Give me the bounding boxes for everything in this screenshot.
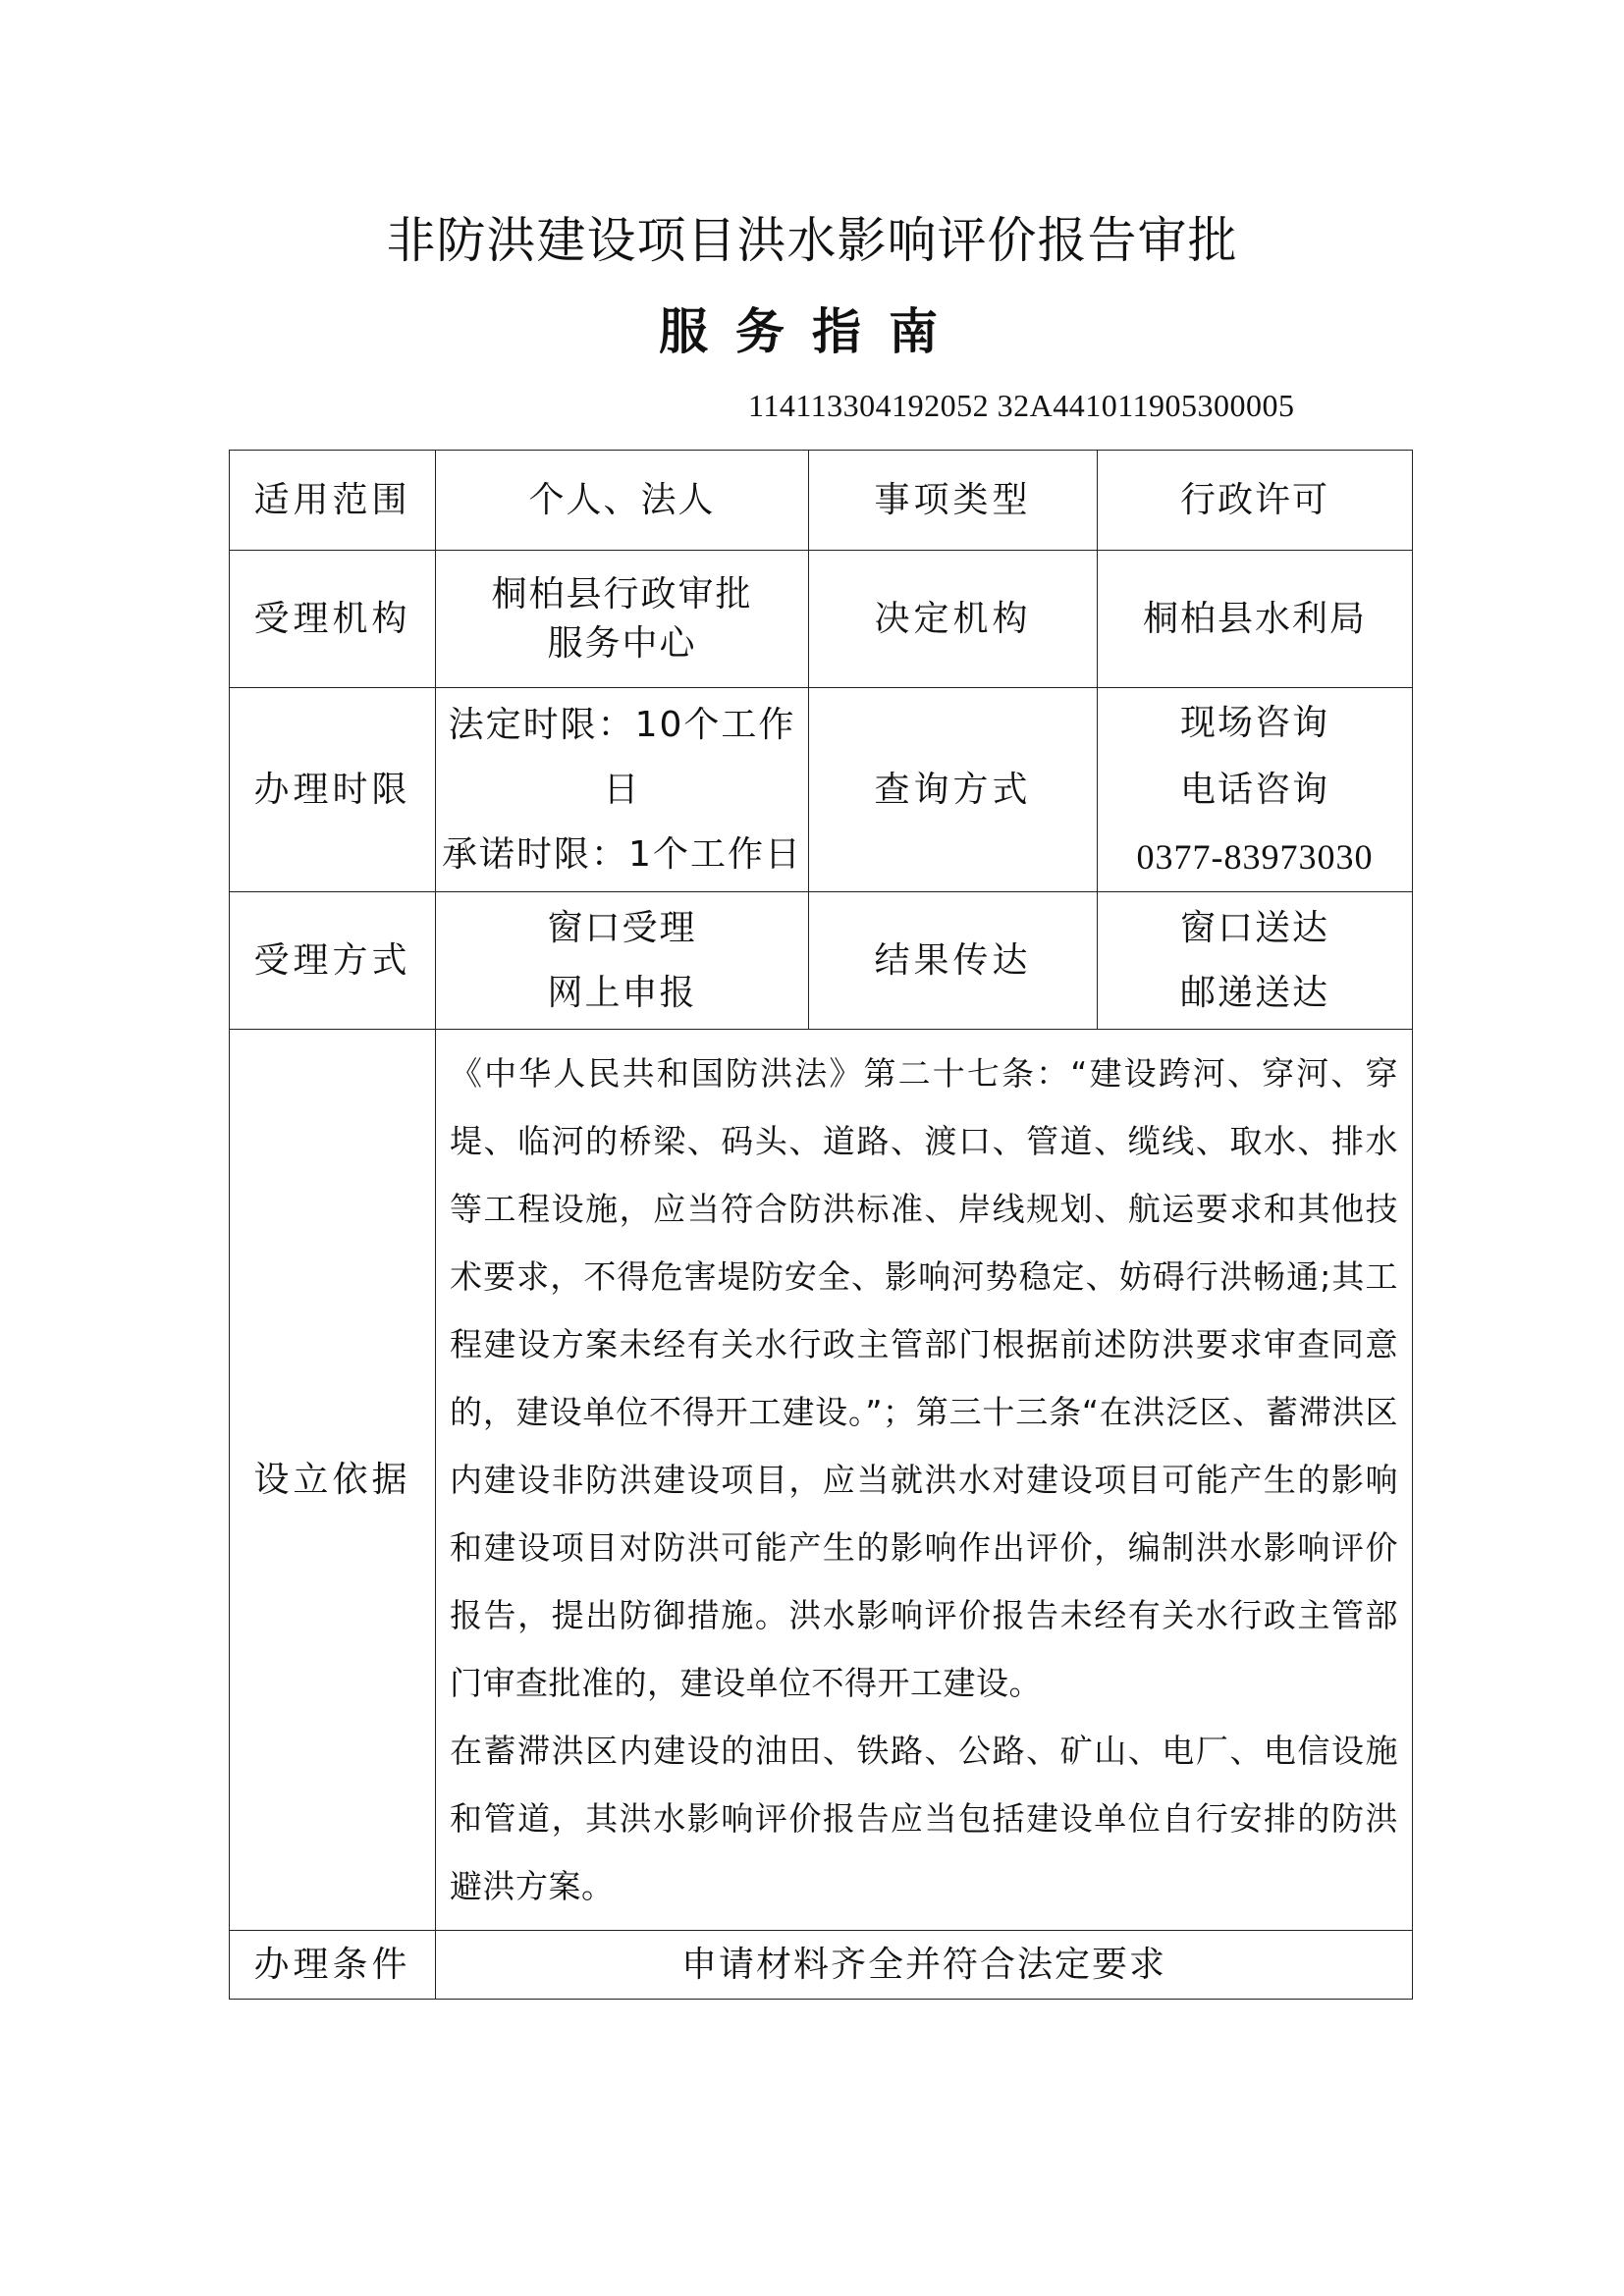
acceptance-online: 网上申报 [547,972,697,1013]
scope-label: 适用范围 [230,451,436,551]
inquiry-phone: 电话咨询 [1179,769,1329,810]
delivery-window: 窗口送达 [1179,907,1329,948]
acceptance-method-label: 受理方式 [230,892,436,1030]
deciding-agency-label: 决定机构 [809,551,1098,688]
scope-value: 个人、法人 [436,451,809,551]
table-row-agency [230,551,1413,688]
table-row-time-limit [230,688,1413,892]
result-delivery-value [1098,892,1413,1030]
conditions-value: 申请材料齐全并符合法定要求 [436,1931,1413,2000]
inquiry-onsite: 现场咨询 [1179,702,1329,743]
deciding-agency-value: 桐柏县水利局 [1098,551,1413,688]
accepting-agency-value [436,551,809,688]
item-type-label: 事项类型 [809,451,1098,551]
inquiry-method-value [1098,688,1413,892]
promised-time-limit: 承诺时限：1个工作日 [442,833,802,875]
table-row-conditions [230,1931,1413,2000]
item-type-value: 行政许可 [1098,451,1413,551]
time-limit-label: 办理时限 [230,688,436,892]
time-limit-value [436,688,809,892]
acceptance-window: 窗口受理 [547,907,697,948]
accepting-agency-line2: 服务中心 [547,622,697,664]
accepting-agency-line1: 桐柏县行政审批 [491,573,753,614]
inquiry-phone-number: 0377-83973030 [1136,836,1374,877]
item-code: 114113304192052 32A441011905300005 [748,388,1295,423]
document-subtitle: 服务指南 [659,303,965,360]
acceptance-method-value [436,892,809,1030]
accepting-agency-label: 受理机构 [230,551,436,688]
legal-basis-label: 设立依据 [230,1030,436,1931]
service-guide-table [229,450,1413,2000]
delivery-mail: 邮递送达 [1179,972,1329,1013]
legal-time-limit: 法定时限：10个工作日 [448,704,796,810]
table-row-legal-basis [230,1030,1413,1931]
legal-basis-paragraph-2: 在蓄滞洪区内建设的油田、铁路、公路、矿山、电厂、电信设施和管道，其洪水影响评价报告应当包括建设单位自行安排的防洪避洪方案。 [450,1732,1398,1905]
inquiry-method-label: 查询方式 [809,688,1098,892]
conditions-label: 办理条件 [230,1931,436,2000]
legal-basis-paragraph-1: 《中华人民共和国防洪法》第二十七条：“建设跨河、穿河、穿堤、临河的桥梁、码头、道路、渡口、管道、缆线、取水、排水等工程设施，应当符合防洪标准、岸线规划、航运要求和其他技术要求，不得危害堤防安全、影响河势稳定、妨碍行洪畅通;其工程建设方案未经有关水行政主管部门根据前述防洪要求审查同意的，建设单位不得开工建设。”；第三十三条“在洪泛区、蓄滞洪区内建设非防洪建设项目，应当就洪水对建设项目可能产生的影响和建设项目对防洪可能产生的影响作出评价，编制洪水影响评价报告，提出防御措施。洪水影响评价报告未经有关水行政主管部门审查批准的，建设单位不得开工建设。 [450,1054,1398,1702]
table-row-scope [230,451,1413,551]
legal-basis-value [436,1030,1413,1931]
table-row-acceptance [230,892,1413,1030]
document-title: 非防洪建设项目洪水影响评价报告审批 [386,212,1238,269]
result-delivery-label: 结果传达 [809,892,1098,1030]
